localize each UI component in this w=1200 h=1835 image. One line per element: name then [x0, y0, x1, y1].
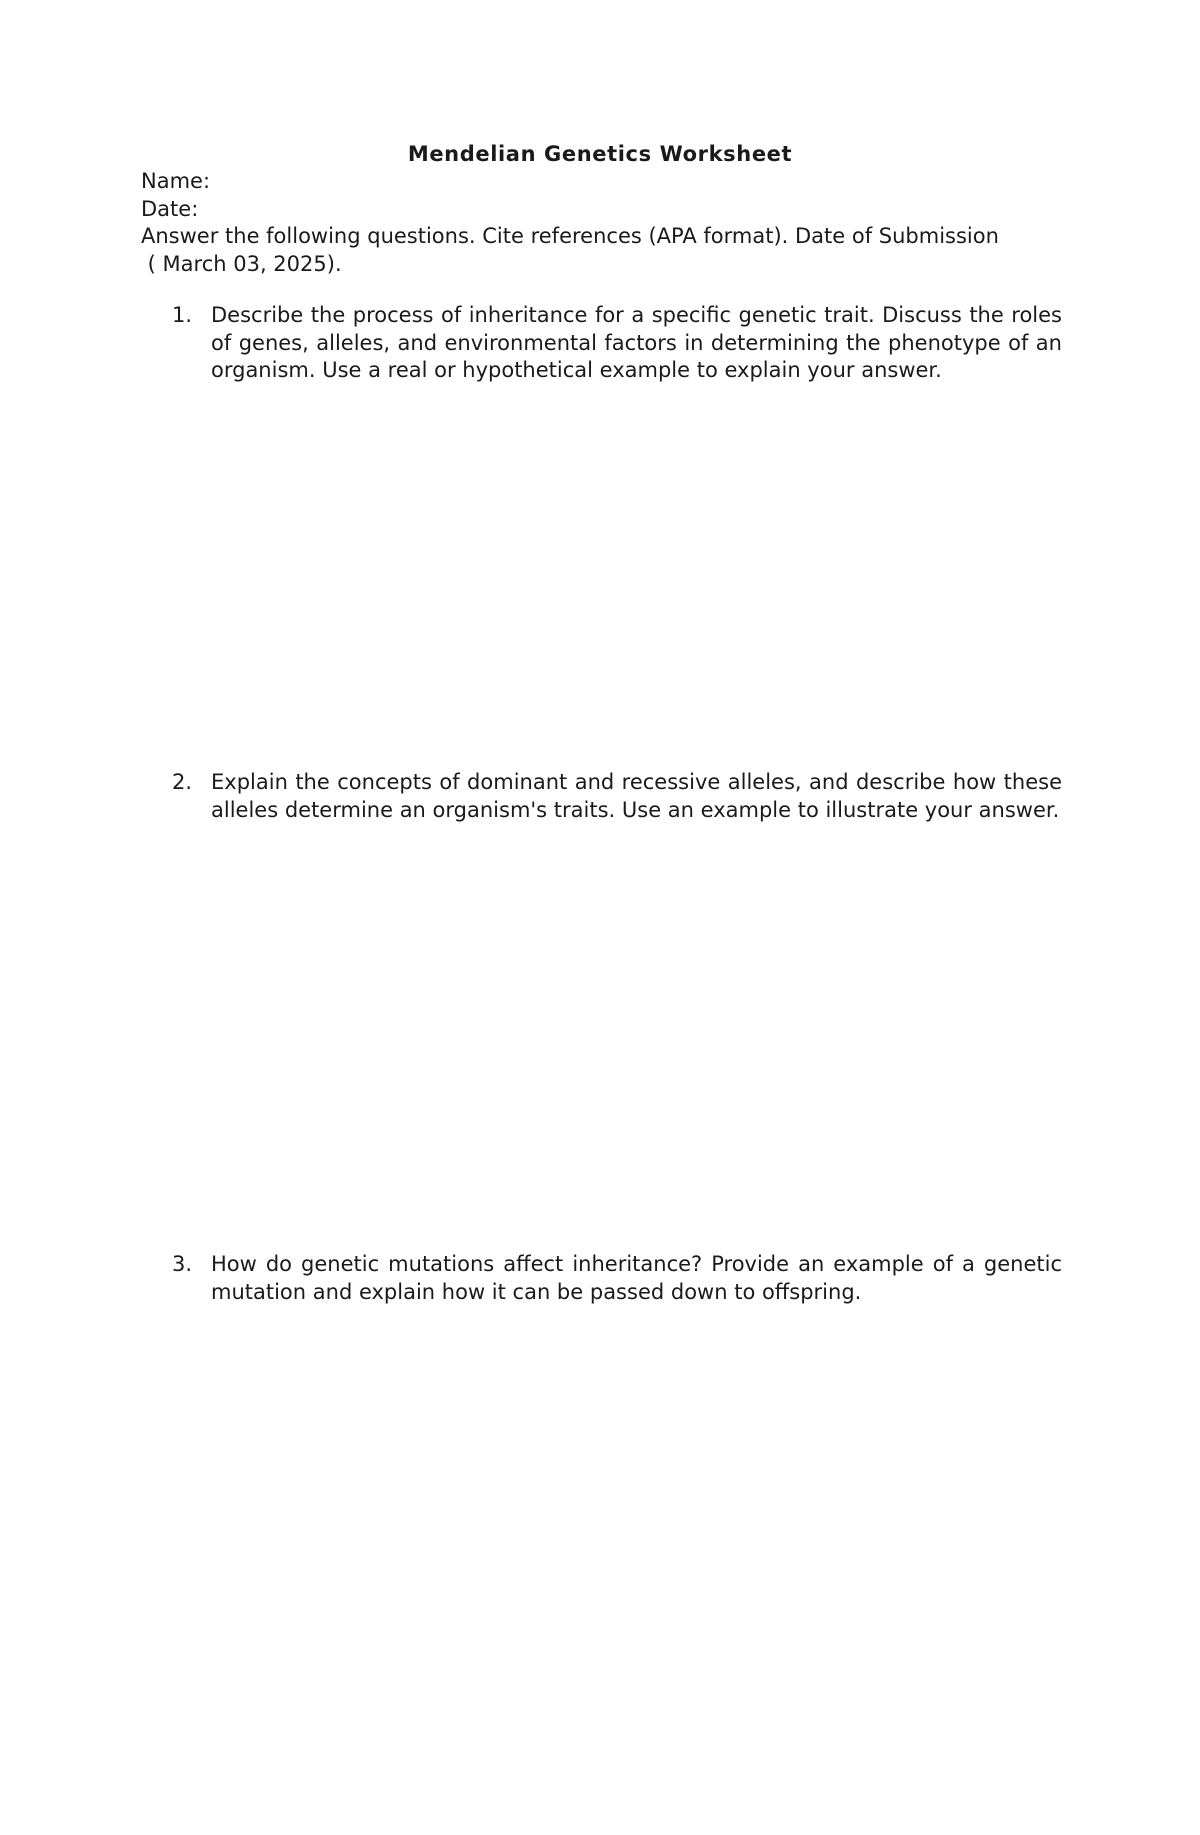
- question-text: How do genetic mutations affect inheritance? Provide an example of a genetic mutation and explain how it can be passed down to offspring.: [211, 1252, 1062, 1304]
- worksheet-header: [141, 168, 1061, 278]
- question-text: Describe the process of inheritance for a specific genetic trait. Discuss the roles of genes, alleles, and environmental factors in determining the phenotype of an organism. Use a real or hypothetical example to explain your answer.: [211, 303, 1062, 382]
- instructions-line-2: ( March 03, 2025).: [141, 251, 342, 276]
- instructions-line-1: Answer the following questions. Cite references (APA format). Date of Submission: [141, 224, 999, 248]
- question-3: [172, 1251, 1062, 1306]
- question-1: [172, 302, 1062, 385]
- question-number: 1.: [172, 303, 193, 327]
- name-label: Name:: [141, 169, 211, 193]
- question-number: 2.: [172, 770, 193, 794]
- date-label: Date:: [141, 196, 199, 221]
- question-2: [172, 769, 1062, 824]
- worksheet-title: Mendelian Genetics Worksheet: [407, 142, 793, 166]
- question-number: 3.: [172, 1252, 193, 1276]
- question-text: Explain the concepts of dominant and recessive alleles, and describe how these alleles determine an organism's traits. Use an example to illustrate your answer.: [211, 770, 1062, 822]
